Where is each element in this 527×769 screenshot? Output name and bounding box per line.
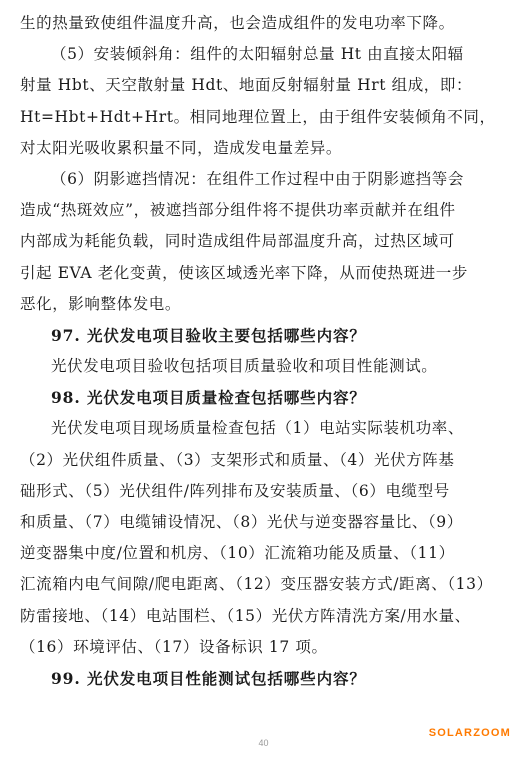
paragraph-line: 射量 Hbt、天空散射量 Hdt、地面反射辐射量 Hrt 组成，即： <box>20 76 473 95</box>
brand-watermark: SOLARZOOM <box>428 727 511 739</box>
paragraph-line: Ht=Hbt+Hdt+Hrt。相同地理位置上，由于组件安装倾角不同， <box>20 107 496 126</box>
question-heading: 98. 光伏发电项目质量检查包括哪些内容？ <box>51 388 366 408</box>
paragraph-line: 生的热量致使组件温度升高，也会造成组件的发电功率下降。 <box>20 14 455 32</box>
document-body <box>20 8 510 694</box>
paragraph-line: （5）安装倾斜角：组件的太阳辐射总量 Ht 由直接太阳辐 <box>51 45 464 64</box>
paragraph-line: 恶化，影响整体发电。 <box>20 294 182 313</box>
answer-line: 光伏发电项目验收包括项目质量验收和项目性能测试。 <box>51 357 438 376</box>
question-heading: 97. 光伏发电项目验收主要包括哪些内容？ <box>51 325 366 345</box>
paragraph-line: 内部成为耗能负载，同时造成组件局部温度升高，过热区域可 <box>20 232 455 251</box>
paragraph-line: （6）阴影遮挡情况：在组件工作过程中由于阴影遮挡等会 <box>51 169 464 188</box>
answer-line: （16）环境评估、（17）设备标识 17 项。 <box>20 637 328 656</box>
answer-line: 和质量、（7）电缆铺设情况、（8）光伏与逆变器容量比、（9） <box>20 513 463 531</box>
answer-line: 防雷接地、（14）电站围栏、（15）光伏方阵清洗方案/用水量、 <box>20 606 471 625</box>
page-number: 40 <box>258 738 269 748</box>
answer-line: 逆变器集中度/位置和机房、（10）汇流箱功能及质量、（11） <box>20 544 455 563</box>
answer-line: 汇流箱内电气间隙/爬电距离、（12）变压器安装方式/距离、（13） <box>20 575 493 594</box>
paragraph-line: 引起 EVA 老化变黄，使该区域透光率下降，从而使热斑进一步 <box>20 263 469 282</box>
answer-line: （2）光伏组件质量、（3）支架形式和质量、（4）光伏方阵基 <box>20 450 455 469</box>
paragraph-line: 对太阳光吸收累积量不同，造成发电量差异。 <box>20 138 343 157</box>
answer-line: 光伏发电项目现场质量检查包括（1）电站实际装机功率、 <box>51 419 464 438</box>
question-heading: 99. 光伏发电项目性能测试包括哪些内容？ <box>51 668 366 688</box>
paragraph-line: 造成“热斑效应”，被遮挡部分组件将不提供功率贡献并在组件 <box>20 201 456 220</box>
answer-line: 础形式、（5）光伏组件/阵列排布及安装质量、（6）电缆型号 <box>20 481 450 500</box>
